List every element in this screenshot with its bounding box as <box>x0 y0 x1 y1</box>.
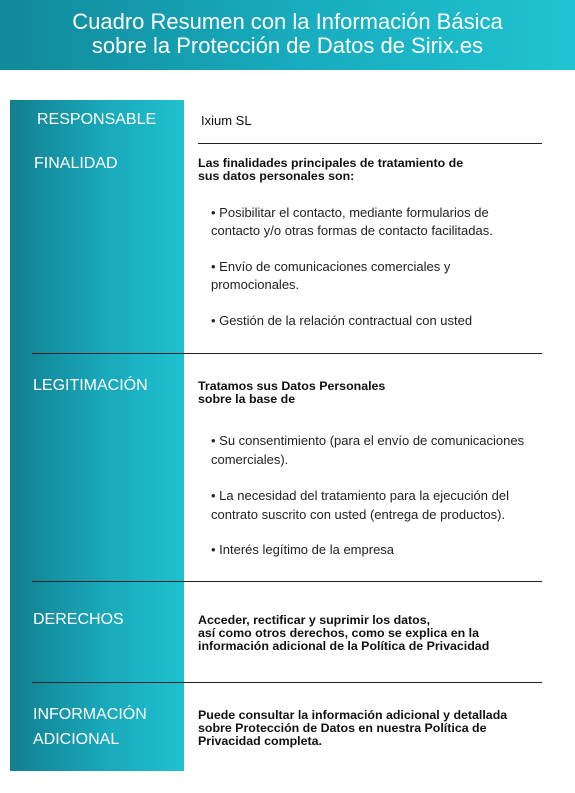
legitimacion-intro-line-1: Tratamos sus Datos Personales <box>198 379 386 393</box>
informacion-label-line-2: ADICIONAL <box>33 731 120 748</box>
page-header <box>0 0 575 70</box>
legitimacion-label: LEGITIMACIÓN <box>33 377 148 394</box>
header-title-line-2: sobre la Protección de Datos de Sirix.es <box>91 33 484 58</box>
derechos-line-2: así como otros derechos, como se explica en la <box>198 626 479 640</box>
divider-responsable <box>198 143 542 144</box>
legitimacion-bullet-1-line-1: • Su consentimiento (para el envío de comunicaciones <box>211 433 525 448</box>
finalidad-bullet-1-line-2: contacto y/o otras formas de contacto facilitadas. <box>211 223 493 238</box>
divider-legitimacion <box>32 581 542 582</box>
legitimacion-bullet-1-line-2: comerciales). <box>211 452 289 467</box>
informacion-line-2: sobre Protección de Datos en nuestra Política de <box>198 721 487 735</box>
divider-derechos <box>32 682 542 683</box>
informacion-label-line-1: INFORMACIÓN <box>33 706 147 723</box>
finalidad-intro-line-1: Las finalidades principales de tratamiento de <box>198 156 464 170</box>
header-title-line-1: Cuadro Resumen con la Información Básica <box>72 9 503 34</box>
finalidad-label: FINALIDAD <box>34 155 118 172</box>
derechos-line-3: información adicional de la Política de Privacidad <box>198 639 490 653</box>
derechos-label: DERECHOS <box>33 611 124 628</box>
finalidad-bullet-3: • Gestión de la relación contractual con usted <box>211 313 473 328</box>
informacion-line-1: Puede consultar la información adicional y detallada <box>198 708 508 722</box>
legitimacion-bullet-2-line-1: • La necesidad del tratamiento para la ejecución del <box>211 488 509 503</box>
legitimacion-bullet-3: • Interés legítimo de la empresa <box>211 542 395 557</box>
finalidad-intro-line-2: sus datos personales son: <box>198 169 355 183</box>
finalidad-bullet-1-line-1: • Posibilitar el contacto, mediante formularios de <box>211 205 489 220</box>
divider-finalidad <box>32 353 542 354</box>
section-labels-column <box>10 100 184 771</box>
legitimacion-intro-line-2: sobre la base de <box>198 392 296 406</box>
finalidad-bullet-2-line-1: • Envío de comunicaciones comerciales y <box>211 259 451 274</box>
responsable-value: Ixium SL <box>201 113 252 128</box>
informacion-line-3: Privacidad completa. <box>198 734 322 748</box>
responsable-label: RESPONSABLE <box>37 111 157 128</box>
finalidad-bullet-2-line-2: promocionales. <box>211 277 300 292</box>
legitimacion-bullet-2-line-2: contrato suscrito con usted (entrega de productos). <box>211 507 506 522</box>
derechos-line-1: Acceder, rectificar y suprimir los datos, <box>198 613 431 627</box>
